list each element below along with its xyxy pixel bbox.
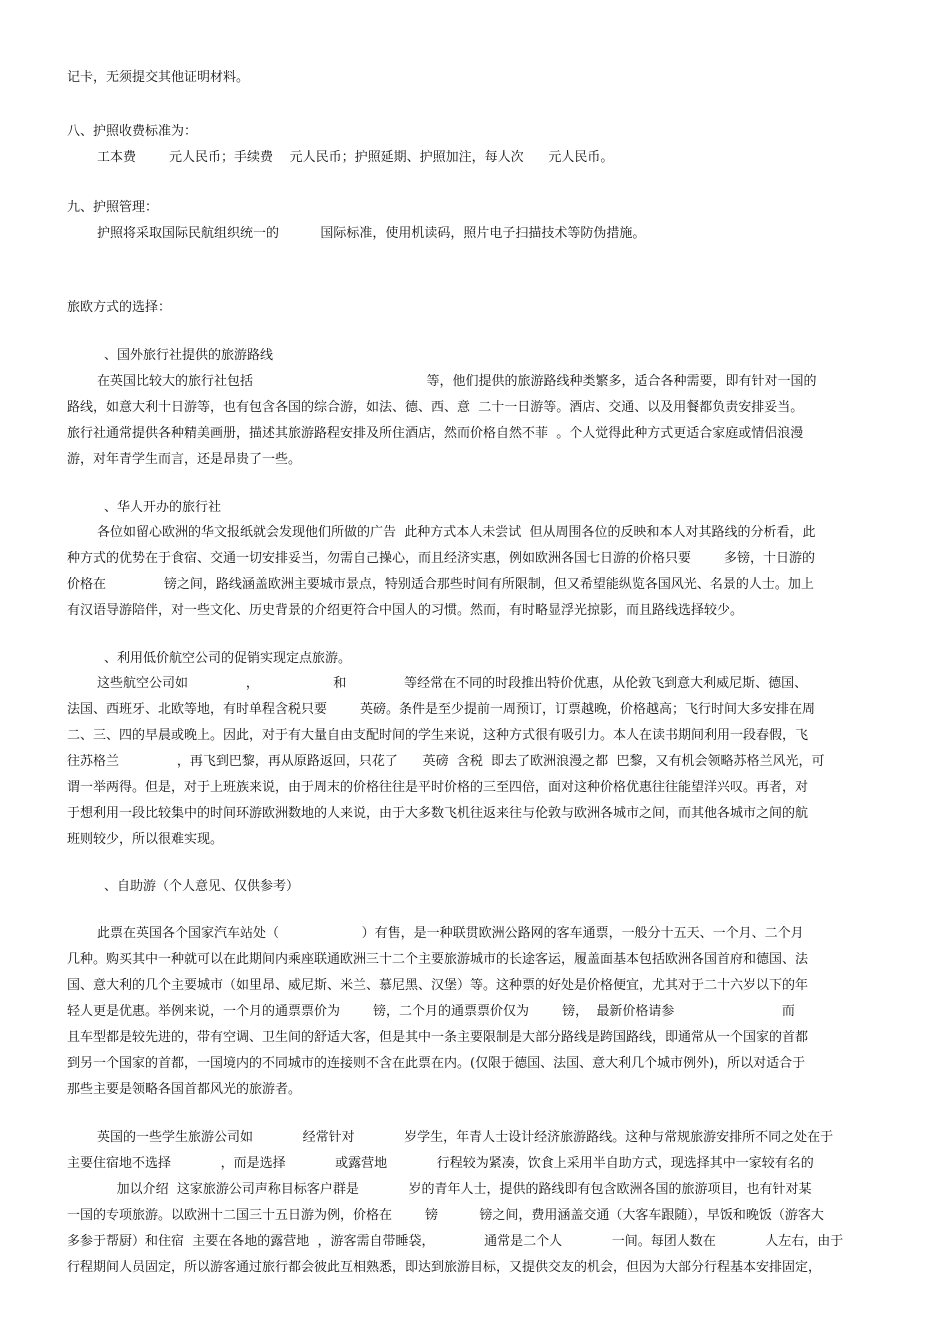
text-line: 多参于帮厨）和住宿 主要在各地的露营地 ，游客需自带睡袋， 通常是二个人 一间。每团人数在 人左右，由于 — [67, 1234, 844, 1249]
section-heading-passport-fees: 八、护照收费标准为： — [67, 124, 198, 139]
subheading-chinese-agencies: 、华人开办的旅行社 — [104, 500, 222, 515]
text-line: 英国的一些学生旅游公司如 经常针对 岁学生，年青人士设计经济旅游路线。这种与常规旅游安排所不同之处在于 — [97, 1130, 834, 1145]
text-line: 班则较少，所以很难实现。 — [67, 832, 224, 847]
text-line: 法国、西班牙、北欧等地，有时单程含税只要 英磅。条件是至少提前一周预订，订票越晚，价格越高；飞行时间大多安排在周 — [67, 702, 816, 717]
text-line: 此票在英国各个国家汽车站处（ ）有售，是一种联贯欧洲公路网的客车通票，一般分十五天、一个月、二个月 — [97, 926, 804, 941]
subheading-low-cost-airlines: 、利用低价航空公司的促销实现定点旅游。 — [104, 651, 352, 666]
text-line: 国、意大利的几个主要城市（如里昂、威尼斯、米兰、慕尼黑、汉堡）等。这种票的好处是价格便宜，尤其对于二十六岁以下的年 — [67, 978, 809, 993]
text-line: 路线，如意大利十日游等，也有包含各国的综合游，如法、德、西、意 二十一日游等。酒店、交通、以及用餐都负责安排妥当。 — [67, 400, 804, 415]
text-line: 记卡，无须提交其他证明材料。 — [67, 70, 250, 85]
heading-travel-methods: 旅欧方式的选择： — [67, 300, 172, 315]
text-line: 于想利用一段比较集中的时间环游欧洲数地的人来说，由于大多数飞机往返来往与伦敦与欧洲各城市之间，而其他各城市之间的航 — [67, 806, 809, 821]
section-heading-passport-management: 九、护照管理： — [67, 200, 159, 215]
text-line: 工本费 元人民币；手续费 元人民币；护照延期、护照加注，每人次 元人民币。 — [97, 150, 614, 165]
text-line: 二、三、四的早晨或晚上。因此，对于有大量自由支配时间的学生来说，这种方式很有吸引力。本人在读书期间利用一段春假，飞 — [67, 728, 809, 743]
text-line: 主要住宿地不选择 ，而是选择 或露营地 行程较为紧凑，饮食上采用半自助方式，现选择其中一家较有名的 — [67, 1156, 814, 1171]
text-line: 在英国比较大的旅行社包括 等，他们提供的旅游路线种类繁多，适合各种需要，即有针对一国的 — [97, 374, 817, 389]
text-line: 那些主要是领略各国首都风光的旅游者。 — [67, 1082, 302, 1097]
text-line: 有汉语导游陪伴，对一些文化、历史背景的介绍更符合中国人的习惯。然而，有时略显浮光掠影，而且路线选择较少。 — [67, 603, 744, 618]
text-line: 价格在 镑之间，路线涵盖欧洲主要城市景点，特别适合那些时间有所限制，但又希望能纵览各国风光、名景的人士。加上 — [67, 577, 814, 592]
subheading-foreign-agencies: 、国外旅行社提供的旅游路线 — [104, 348, 274, 363]
text-line: 种方式的优势在于食宿、交通一切安排妥当，勿需自己操心，而且经济实惠，例如欧洲各国七日游的价格只要 多镑，十日游的 — [67, 551, 816, 566]
text-line: 加以介绍 这家旅游公司声称目标客户群是 岁的青年人士，提供的路线即有包含欧洲各国的旅游项目，也有针对某 — [67, 1182, 812, 1197]
text-line: 游，对年青学生而言，还是昂贵了一些。 — [67, 452, 302, 467]
text-line: 这些航空公司如 ， 和 等经常在不同的时段推出特价优惠，从伦敦飞到意大利威尼斯、德国、 — [97, 676, 808, 691]
text-line: 一国的专项旅游。以欧洲十二国三十五日游为例，价格在 镑 镑之间，费用涵盖交通（大客车跟随），早饭和晚饭（游客大 — [67, 1208, 824, 1223]
text-line: 谓一举两得。但是，对于上班族来说，由于周末的价格往往是平时价格的三至四倍，面对这种价格优惠往往能望洋兴叹。再者，对 — [67, 780, 809, 795]
text-line: 往苏格兰 ，再飞到巴黎，再从原路返回，只花了 英磅 含税 即去了欧洲浪漫之都 巴黎，又有机会领略苏格兰风光，可 — [67, 754, 825, 769]
text-line: 轻人更是优惠。举例来说，一个月的通票票价为 镑，二个月的通票票价仅为 镑， 最新价格请参 而 — [67, 1004, 795, 1019]
text-line: 到另一个国家的首都，一国境内的不同城市的连接则不含在此票在内。(仅限于德国、法国、意大利几个城市例外)，所以对适合于 — [67, 1056, 806, 1071]
text-line: 旅行社通常提供各种精美画册，描述其旅游路程安排及所住酒店，然而价格自然不菲 。个人觉得此种方式更适合家庭或情侣浪漫 — [67, 426, 804, 441]
text-line: 护照将采取国际民航组织统一的 国际标准，使用机读码，照片电子扫描技术等防伪措施。 — [97, 226, 646, 241]
text-line: 几种。购买其中一种就可以在此期间内乘座联通欧洲三十二个主要旅游城市的长途客运，履盖面基本包括欧洲各国首府和德国、法 — [67, 952, 809, 967]
text-line: 且车型都是较先进的，带有空调、卫生间的舒适大客，但是其中一条主要限制是大部分路线是跨国路线，即通常从一个国家的首都 — [67, 1030, 809, 1045]
text-line: 各位如留心欧洲的华文报纸就会发现他们所做的广告 此种方式本人未尝试 但从周围各位的反映和本人对其路线的分析看，此 — [97, 525, 816, 540]
text-line: 行程期间人员固定，所以游客通过旅行都会彼此互相熟悉，即达到旅游目标，又提供交友的机会，但因为大部分行程基本安排固定， — [67, 1260, 822, 1275]
subheading-self-guided: 、自助游（个人意见、仅供参考） — [104, 879, 300, 894]
